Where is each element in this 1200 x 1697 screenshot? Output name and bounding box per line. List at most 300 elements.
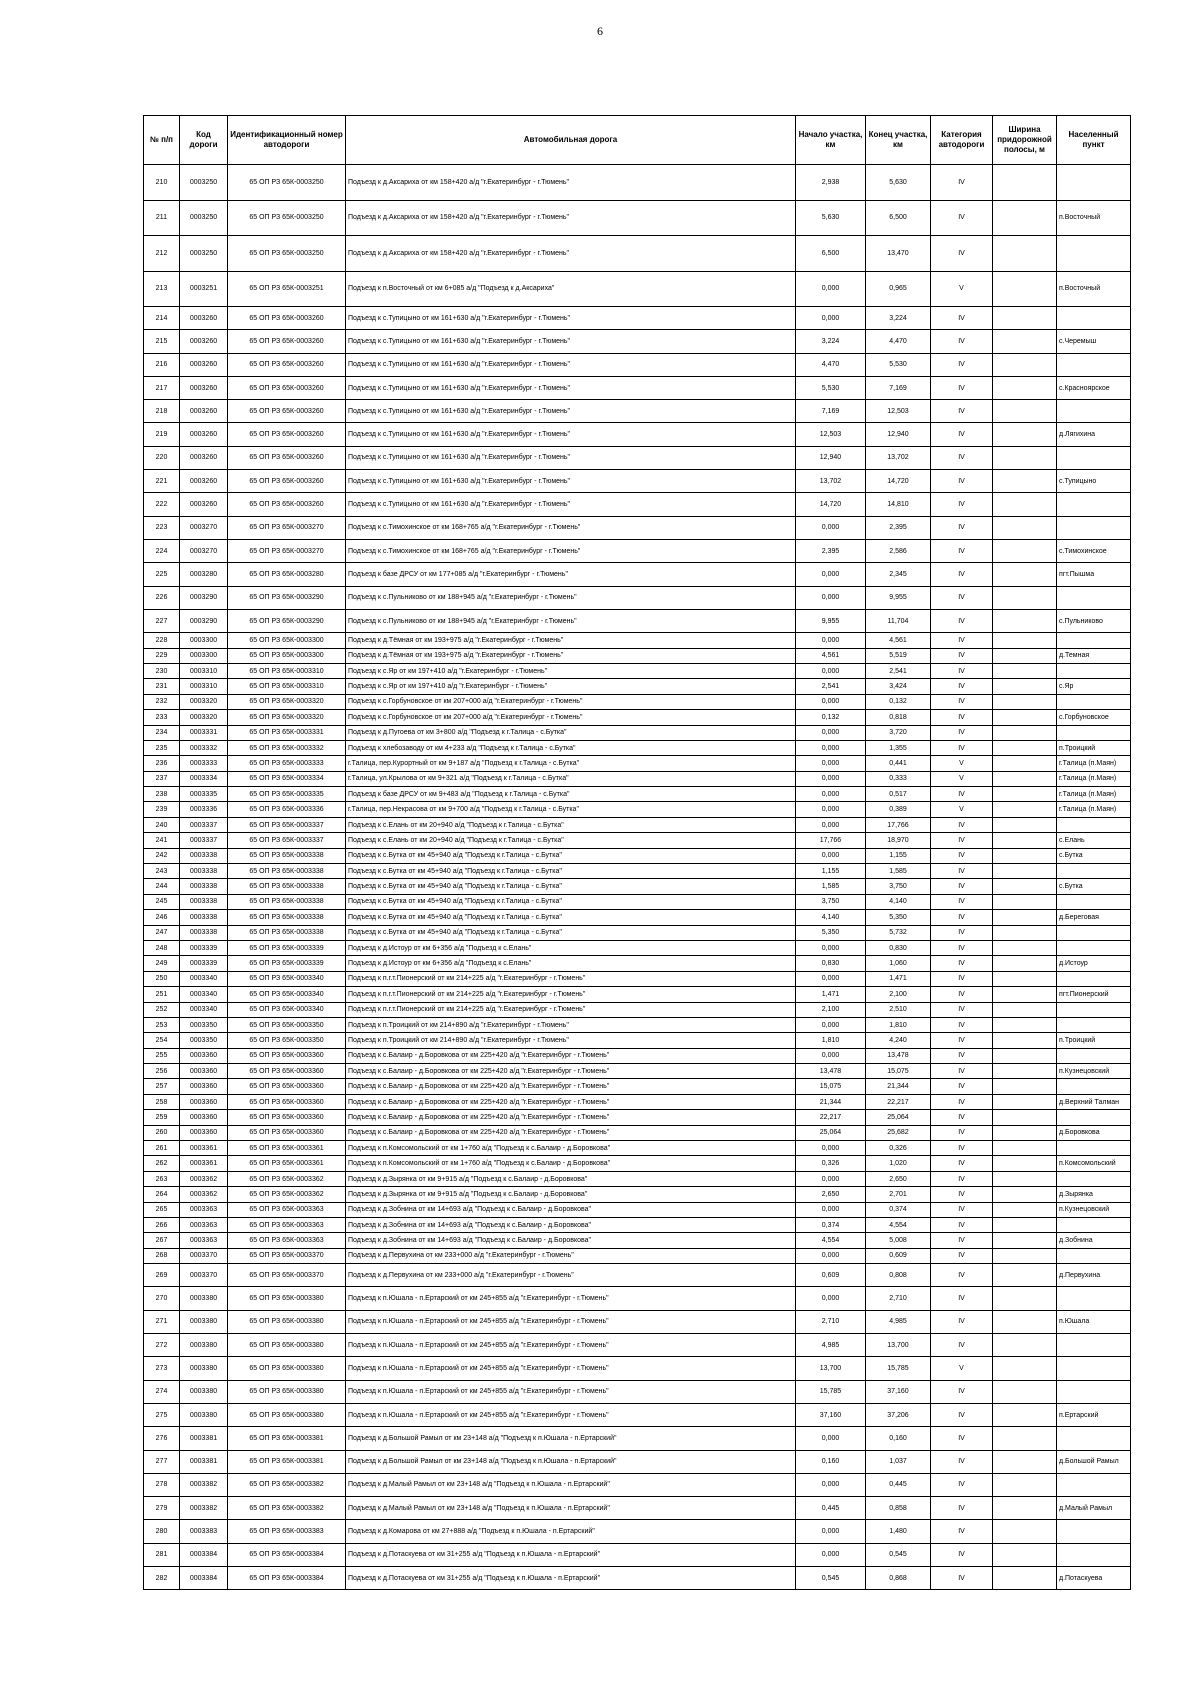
cell-code: 0003280 xyxy=(180,563,228,586)
cell-ident: 65 ОП РЗ 65К-0003332 xyxy=(228,740,346,755)
cell-category: IV xyxy=(931,539,993,562)
cell-settlement xyxy=(1057,586,1131,609)
cell-settlement: с.Красноярское xyxy=(1057,376,1131,399)
cell-settlement xyxy=(1057,1141,1131,1156)
cell-num: 226 xyxy=(144,586,180,609)
cell-road: Подъезд к с.Тупицыно от км 161+630 а/д "г.Екатеринбург - г.Тюмень" xyxy=(346,376,796,399)
table-row xyxy=(144,833,1131,848)
cell-width xyxy=(993,1033,1057,1048)
cell-num: 242 xyxy=(144,848,180,863)
cell-ident: 65 ОП РЗ 65К-0003260 xyxy=(228,330,346,353)
table-row xyxy=(144,609,1131,632)
cell-width xyxy=(993,1403,1057,1426)
cell-code: 0003338 xyxy=(180,879,228,894)
cell-code: 0003362 xyxy=(180,1187,228,1202)
cell-num: 268 xyxy=(144,1248,180,1263)
cell-start: 2,541 xyxy=(796,679,866,694)
cell-width xyxy=(993,710,1057,725)
cell-width xyxy=(993,376,1057,399)
cell-settlement xyxy=(1057,940,1131,955)
cell-road: Подъезд к д.Аксариха от км 158+420 а/д "г.Екатеринбург - г.Тюмень" xyxy=(346,236,796,272)
cell-code: 0003332 xyxy=(180,740,228,755)
cell-start: 0,000 xyxy=(796,1017,866,1032)
table-row xyxy=(144,200,1131,236)
cell-start: 0,000 xyxy=(796,971,866,986)
cell-width xyxy=(993,563,1057,586)
cell-ident: 65 ОП РЗ 65К-0003350 xyxy=(228,1033,346,1048)
cell-road: Подъезд к с.Тупицыно от км 161+630 а/д "г.Екатеринбург - г.Тюмень" xyxy=(346,446,796,469)
cell-road: Подъезд к п.Комсомольский от км 1+760 а/д "Подъезд к с.Балаир - д.Боровкова" xyxy=(346,1141,796,1156)
cell-start: 15,075 xyxy=(796,1079,866,1094)
table-row xyxy=(144,817,1131,832)
cell-num: 243 xyxy=(144,864,180,879)
cell-end: 12,503 xyxy=(866,400,931,423)
cell-road: Подъезд к п.г.т.Пионерский от км 214+225 а/д "г.Екатеринбург - г.Тюмень" xyxy=(346,987,796,1002)
table-row xyxy=(144,1156,1131,1171)
cell-settlement: д.Первухина xyxy=(1057,1264,1131,1287)
cell-road: г.Талица, пер.Курортный от км 9+187 а/д "Подъезд к г.Талица - с.Бутка" xyxy=(346,756,796,771)
cell-code: 0003384 xyxy=(180,1567,228,1590)
cell-start: 0,000 xyxy=(796,563,866,586)
table-row xyxy=(144,971,1131,986)
cell-code: 0003362 xyxy=(180,1171,228,1186)
cell-code: 0003337 xyxy=(180,833,228,848)
cell-category: IV xyxy=(931,1033,993,1048)
cell-end: 21,344 xyxy=(866,1079,931,1094)
cell-category: IV xyxy=(931,400,993,423)
table-row xyxy=(144,1248,1131,1263)
cell-road: Подъезд к с.Яр от км 197+410 а/д "г.Екатеринбург - г.Тюмень" xyxy=(346,663,796,678)
cell-code: 0003360 xyxy=(180,1110,228,1125)
cell-end: 37,206 xyxy=(866,1403,931,1426)
cell-settlement: с.Бутка xyxy=(1057,848,1131,863)
cell-start: 0,000 xyxy=(796,817,866,832)
cell-ident: 65 ОП РЗ 65К-0003320 xyxy=(228,694,346,709)
cell-start: 0,000 xyxy=(796,940,866,955)
cell-num: 240 xyxy=(144,817,180,832)
cell-width xyxy=(993,725,1057,740)
cell-settlement xyxy=(1057,1520,1131,1543)
cell-ident: 65 ОП РЗ 65К-0003260 xyxy=(228,493,346,516)
cell-num: 236 xyxy=(144,756,180,771)
cell-code: 0003380 xyxy=(180,1357,228,1380)
cell-road: Подъезд к с.Тупицыно от км 161+630 а/д "г.Екатеринбург - г.Тюмень" xyxy=(346,400,796,423)
cell-ident: 65 ОП РЗ 65К-0003260 xyxy=(228,470,346,493)
cell-end: 2,710 xyxy=(866,1287,931,1310)
cell-category: IV xyxy=(931,848,993,863)
cell-code: 0003363 xyxy=(180,1218,228,1233)
cell-ident: 65 ОП РЗ 65К-0003339 xyxy=(228,940,346,955)
table-row xyxy=(144,563,1131,586)
cell-settlement xyxy=(1057,1002,1131,1017)
cell-end: 2,701 xyxy=(866,1187,931,1202)
table-row xyxy=(144,848,1131,863)
table-row xyxy=(144,740,1131,755)
cell-settlement: д.Зобнина xyxy=(1057,1233,1131,1248)
cell-settlement xyxy=(1057,400,1131,423)
cell-category: IV xyxy=(931,1218,993,1233)
cell-num: 214 xyxy=(144,307,180,330)
cell-code: 0003260 xyxy=(180,353,228,376)
cell-end: 15,785 xyxy=(866,1357,931,1380)
cell-settlement xyxy=(1057,1110,1131,1125)
cell-category: IV xyxy=(931,894,993,909)
cell-road: Подъезд к п.Комсомольский от км 1+760 а/д "Подъезд к с.Балаир - д.Боровкова" xyxy=(346,1156,796,1171)
cell-code: 0003251 xyxy=(180,271,228,307)
cell-road: Подъезд к с.Балаир - д.Боровкова от км 225+420 а/д "г.Екатеринбург - г.Тюмень" xyxy=(346,1125,796,1140)
cell-category: IV xyxy=(931,446,993,469)
cell-start: 3,224 xyxy=(796,330,866,353)
cell-num: 215 xyxy=(144,330,180,353)
cell-end: 5,732 xyxy=(866,925,931,940)
table-row xyxy=(144,787,1131,802)
cell-ident: 65 ОП РЗ 65К-0003338 xyxy=(228,848,346,863)
cell-ident: 65 ОП РЗ 65К-0003338 xyxy=(228,864,346,879)
cell-start: 12,503 xyxy=(796,423,866,446)
cell-road: Подъезд к с.Тупицыно от км 161+630 а/д "г.Екатеринбург - г.Тюмень" xyxy=(346,493,796,516)
cell-category: IV xyxy=(931,1520,993,1543)
cell-code: 0003250 xyxy=(180,165,228,201)
cell-num: 245 xyxy=(144,894,180,909)
cell-road: Подъезд к д.Первухина от км 233+000 а/д "г.Екатеринбург - г.Тюмень" xyxy=(346,1264,796,1287)
cell-road: Подъезд к д.Зобнина от км 14+693 а/д "Подъезд к с.Балаир - д.Боровкова" xyxy=(346,1233,796,1248)
cell-start: 0,000 xyxy=(796,307,866,330)
cell-width xyxy=(993,787,1057,802)
cell-num: 270 xyxy=(144,1287,180,1310)
cell-settlement: д.Береговая xyxy=(1057,910,1131,925)
cell-ident: 65 ОП РЗ 65К-0003370 xyxy=(228,1248,346,1263)
cell-num: 230 xyxy=(144,663,180,678)
table-row xyxy=(144,710,1131,725)
cell-num: 222 xyxy=(144,493,180,516)
cell-end: 0,830 xyxy=(866,940,931,955)
table-row xyxy=(144,446,1131,469)
cell-ident: 65 ОП РЗ 65К-0003361 xyxy=(228,1141,346,1156)
cell-start: 0,000 xyxy=(796,1520,866,1543)
cell-ident: 65 ОП РЗ 65К-0003260 xyxy=(228,353,346,376)
table-row xyxy=(144,1380,1131,1403)
cell-road: Подъезд к с.Пульниково от км 188+945 а/д "г.Екатеринбург - г.Тюмень" xyxy=(346,586,796,609)
cell-width xyxy=(993,756,1057,771)
cell-start: 4,561 xyxy=(796,648,866,663)
cell-code: 0003363 xyxy=(180,1202,228,1217)
cell-code: 0003250 xyxy=(180,236,228,272)
cell-start: 5,350 xyxy=(796,925,866,940)
cell-code: 0003270 xyxy=(180,539,228,562)
cell-category: IV xyxy=(931,1125,993,1140)
cell-width xyxy=(993,956,1057,971)
cell-end: 7,169 xyxy=(866,376,931,399)
cell-category: IV xyxy=(931,1233,993,1248)
cell-num: 269 xyxy=(144,1264,180,1287)
cell-num: 223 xyxy=(144,516,180,539)
table-row xyxy=(144,1202,1131,1217)
cell-width xyxy=(993,353,1057,376)
cell-road: Подъезд к с.Тимохинское от км 168+765 а/д "г.Екатеринбург - г.Тюмень" xyxy=(346,539,796,562)
cell-start: 21,344 xyxy=(796,1094,866,1109)
cell-code: 0003290 xyxy=(180,609,228,632)
cell-width xyxy=(993,940,1057,955)
cell-ident: 65 ОП РЗ 65К-0003260 xyxy=(228,446,346,469)
cell-code: 0003361 xyxy=(180,1141,228,1156)
cell-start: 0,000 xyxy=(796,586,866,609)
cell-width xyxy=(993,864,1057,879)
cell-end: 0,818 xyxy=(866,710,931,725)
cell-num: 239 xyxy=(144,802,180,817)
cell-ident: 65 ОП РЗ 65К-0003363 xyxy=(228,1218,346,1233)
cell-width xyxy=(993,648,1057,663)
cell-settlement xyxy=(1057,894,1131,909)
cell-start: 0,000 xyxy=(796,271,866,307)
cell-settlement xyxy=(1057,1357,1131,1380)
table-row xyxy=(144,1002,1131,1017)
cell-end: 13,702 xyxy=(866,446,931,469)
cell-num: 271 xyxy=(144,1310,180,1333)
cell-road: Подъезд к с.Бутка от км 45+940 а/д "Подъезд к г.Талица - с.Бутка" xyxy=(346,864,796,879)
cell-ident: 65 ОП РЗ 65К-0003335 xyxy=(228,787,346,802)
cell-width xyxy=(993,1543,1057,1566)
cell-ident: 65 ОП РЗ 65К-0003250 xyxy=(228,236,346,272)
cell-category: IV xyxy=(931,956,993,971)
cell-start: 0,609 xyxy=(796,1264,866,1287)
cell-ident: 65 ОП РЗ 65К-0003360 xyxy=(228,1125,346,1140)
cell-category: IV xyxy=(931,1110,993,1125)
cell-end: 15,075 xyxy=(866,1064,931,1079)
table-row xyxy=(144,864,1131,879)
cell-width xyxy=(993,271,1057,307)
cell-settlement xyxy=(1057,1543,1131,1566)
cell-end: 0,441 xyxy=(866,756,931,771)
cell-width xyxy=(993,1125,1057,1140)
table-row xyxy=(144,165,1131,201)
table-row xyxy=(144,879,1131,894)
table-row xyxy=(144,1048,1131,1063)
header-category: Категория автодороги xyxy=(931,116,993,165)
cell-end: 3,224 xyxy=(866,307,931,330)
cell-ident: 65 ОП РЗ 65К-0003337 xyxy=(228,817,346,832)
cell-start: 0,000 xyxy=(796,1287,866,1310)
cell-num: 279 xyxy=(144,1497,180,1520)
cell-start: 0,000 xyxy=(796,663,866,678)
cell-start: 3,750 xyxy=(796,894,866,909)
cell-settlement xyxy=(1057,1017,1131,1032)
cell-road: Подъезд к д.Потаскуева от км 31+255 а/д "Подъезд к п.Юшала - п.Ертарский" xyxy=(346,1567,796,1590)
cell-end: 9,955 xyxy=(866,586,931,609)
cell-width xyxy=(993,1497,1057,1520)
cell-width xyxy=(993,1141,1057,1156)
cell-category: IV xyxy=(931,1497,993,1520)
cell-category: IV xyxy=(931,910,993,925)
cell-category: IV xyxy=(931,609,993,632)
cell-code: 0003337 xyxy=(180,817,228,832)
cell-end: 0,965 xyxy=(866,271,931,307)
table-row xyxy=(144,1357,1131,1380)
table-row xyxy=(144,987,1131,1002)
cell-code: 0003360 xyxy=(180,1079,228,1094)
cell-width xyxy=(993,470,1057,493)
cell-code: 0003338 xyxy=(180,910,228,925)
cell-end: 5,008 xyxy=(866,1233,931,1248)
cell-num: 237 xyxy=(144,771,180,786)
cell-ident: 65 ОП РЗ 65К-0003334 xyxy=(228,771,346,786)
cell-settlement xyxy=(1057,1248,1131,1263)
cell-code: 0003338 xyxy=(180,864,228,879)
cell-settlement: п.Кузнецовский xyxy=(1057,1064,1131,1079)
cell-num: 266 xyxy=(144,1218,180,1233)
cell-code: 0003381 xyxy=(180,1427,228,1450)
cell-start: 12,940 xyxy=(796,446,866,469)
cell-category: IV xyxy=(931,1187,993,1202)
cell-category: IV xyxy=(931,1079,993,1094)
cell-end: 6,500 xyxy=(866,200,931,236)
cell-num: 257 xyxy=(144,1079,180,1094)
cell-start: 0,160 xyxy=(796,1450,866,1473)
cell-width xyxy=(993,1094,1057,1109)
cell-ident: 65 ОП РЗ 65К-0003360 xyxy=(228,1079,346,1094)
cell-settlement xyxy=(1057,817,1131,832)
cell-end: 22,217 xyxy=(866,1094,931,1109)
cell-ident: 65 ОП РЗ 65К-0003337 xyxy=(228,833,346,848)
cell-category: IV xyxy=(931,1380,993,1403)
cell-settlement xyxy=(1057,307,1131,330)
cell-settlement xyxy=(1057,165,1131,201)
cell-start: 0,000 xyxy=(796,848,866,863)
header-end: Конец участка, км xyxy=(866,116,931,165)
cell-num: 231 xyxy=(144,679,180,694)
cell-width xyxy=(993,539,1057,562)
cell-code: 0003339 xyxy=(180,956,228,971)
cell-road: Подъезд к с.Балаир - д.Боровкова от км 225+420 а/д "г.Екатеринбург - г.Тюмень" xyxy=(346,1079,796,1094)
cell-num: 265 xyxy=(144,1202,180,1217)
table-row xyxy=(144,236,1131,272)
cell-end: 0,160 xyxy=(866,1427,931,1450)
cell-category: IV xyxy=(931,563,993,586)
cell-road: Подъезд к с.Тупицыно от км 161+630 а/д "г.Екатеринбург - г.Тюмень" xyxy=(346,353,796,376)
table-row xyxy=(144,1287,1131,1310)
cell-num: 273 xyxy=(144,1357,180,1380)
cell-settlement xyxy=(1057,1287,1131,1310)
cell-end: 1,155 xyxy=(866,848,931,863)
cell-width xyxy=(993,1248,1057,1263)
cell-settlement: с.Пульниково xyxy=(1057,609,1131,632)
cell-start: 4,554 xyxy=(796,1233,866,1248)
cell-num: 232 xyxy=(144,694,180,709)
cell-width xyxy=(993,1187,1057,1202)
cell-width xyxy=(993,771,1057,786)
cell-code: 0003350 xyxy=(180,1033,228,1048)
cell-ident: 65 ОП РЗ 65К-0003382 xyxy=(228,1473,346,1496)
cell-ident: 65 ОП РЗ 65К-0003310 xyxy=(228,663,346,678)
cell-category: IV xyxy=(931,879,993,894)
cell-settlement: д.Верхний Талман xyxy=(1057,1094,1131,1109)
table-row xyxy=(144,1543,1131,1566)
cell-start: 0,000 xyxy=(796,802,866,817)
cell-ident: 65 ОП РЗ 65К-0003384 xyxy=(228,1543,346,1566)
cell-code: 0003310 xyxy=(180,663,228,678)
table-row xyxy=(144,1473,1131,1496)
cell-settlement xyxy=(1057,725,1131,740)
table-row xyxy=(144,1567,1131,1590)
cell-ident: 65 ОП РЗ 65К-0003380 xyxy=(228,1287,346,1310)
cell-end: 4,140 xyxy=(866,894,931,909)
cell-width xyxy=(993,802,1057,817)
cell-width xyxy=(993,1202,1057,1217)
cell-num: 238 xyxy=(144,787,180,802)
cell-end: 25,064 xyxy=(866,1110,931,1125)
cell-start: 0,000 xyxy=(796,740,866,755)
cell-width xyxy=(993,848,1057,863)
cell-start: 0,000 xyxy=(796,1473,866,1496)
cell-code: 0003360 xyxy=(180,1064,228,1079)
cell-category: IV xyxy=(931,1017,993,1032)
cell-category: IV xyxy=(931,1064,993,1079)
table-row xyxy=(144,470,1131,493)
cell-code: 0003383 xyxy=(180,1520,228,1543)
cell-width xyxy=(993,609,1057,632)
cell-width xyxy=(993,200,1057,236)
cell-ident: 65 ОП РЗ 65К-0003380 xyxy=(228,1334,346,1357)
cell-width xyxy=(993,1334,1057,1357)
cell-start: 0,000 xyxy=(796,756,866,771)
cell-width xyxy=(993,400,1057,423)
cell-end: 4,554 xyxy=(866,1218,931,1233)
cell-road: Подъезд к д.Большой Рамыл от км 23+148 а/д "Подъезд к п.Юшала - п.Ертарский" xyxy=(346,1427,796,1450)
cell-width xyxy=(993,1427,1057,1450)
cell-road: Подъезд к с.Бутка от км 45+940 а/д "Подъезд к г.Талица - с.Бутка" xyxy=(346,848,796,863)
cell-road: Подъезд к с.Тимохинское от км 168+765 а/д "г.Екатеринбург - г.Тюмень" xyxy=(346,516,796,539)
cell-settlement: пгт.Пышма xyxy=(1057,563,1131,586)
cell-start: 17,766 xyxy=(796,833,866,848)
cell-width xyxy=(993,493,1057,516)
cell-num: 233 xyxy=(144,710,180,725)
table-row xyxy=(144,1427,1131,1450)
cell-category: IV xyxy=(931,1567,993,1590)
cell-settlement: с.Тупицыно xyxy=(1057,470,1131,493)
cell-num: 212 xyxy=(144,236,180,272)
cell-category: IV xyxy=(931,1094,993,1109)
cell-category: IV xyxy=(931,787,993,802)
cell-end: 0,389 xyxy=(866,802,931,817)
cell-road: г.Талица, пер.Некрасова от км 9+700 а/д "Подъезд к г.Талица - с.Бутка" xyxy=(346,802,796,817)
cell-num: 249 xyxy=(144,956,180,971)
table-row xyxy=(144,694,1131,709)
cell-category: IV xyxy=(931,1202,993,1217)
cell-settlement: п.Троицкий xyxy=(1057,1033,1131,1048)
cell-num: 260 xyxy=(144,1125,180,1140)
table-row xyxy=(144,1218,1131,1233)
cell-ident: 65 ОП РЗ 65К-0003338 xyxy=(228,925,346,940)
cell-settlement: п.Троицкий xyxy=(1057,740,1131,755)
cell-width xyxy=(993,1310,1057,1333)
cell-settlement: с.Елань xyxy=(1057,833,1131,848)
cell-category: IV xyxy=(931,330,993,353)
cell-code: 0003338 xyxy=(180,894,228,909)
cell-settlement xyxy=(1057,1218,1131,1233)
cell-ident: 65 ОП РЗ 65К-0003280 xyxy=(228,563,346,586)
cell-code: 0003260 xyxy=(180,376,228,399)
cell-settlement: д.Боровкова xyxy=(1057,1125,1131,1140)
cell-start: 1,471 xyxy=(796,987,866,1002)
cell-road: Подъезд к д.Малый Рамыл от км 23+148 а/д "Подъезд к п.Юшала - п.Ертарский" xyxy=(346,1497,796,1520)
cell-start: 22,217 xyxy=(796,1110,866,1125)
cell-road: Подъезд к п.Троицкий от км 214+890 а/д "г.Екатеринбург - г.Тюмень" xyxy=(346,1017,796,1032)
cell-ident: 65 ОП РЗ 65К-0003360 xyxy=(228,1094,346,1109)
cell-road: Подъезд к с.Балаир - д.Боровкова от км 225+420 а/д "г.Екатеринбург - г.Тюмень" xyxy=(346,1064,796,1079)
cell-category: IV xyxy=(931,833,993,848)
cell-category: IV xyxy=(931,1310,993,1333)
cell-end: 13,470 xyxy=(866,236,931,272)
cell-category: IV xyxy=(931,1264,993,1287)
